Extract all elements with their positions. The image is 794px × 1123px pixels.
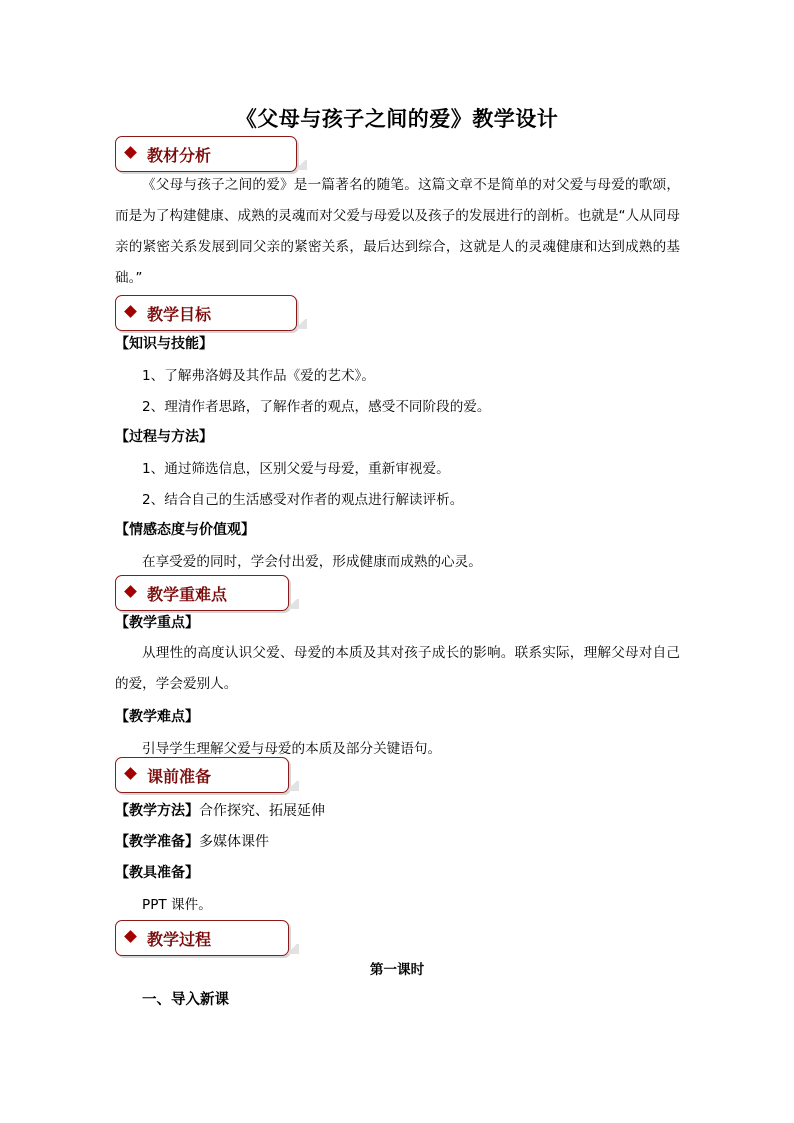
section-label: 教学重难点 (147, 585, 228, 604)
section-label: 教学过程 (147, 930, 212, 949)
subheading-focus: 【教学重点】 (115, 615, 199, 631)
subheading-knowledge: 【知识与技能】 (115, 336, 213, 352)
subheading-process-method: 【过程与方法】 (115, 429, 213, 445)
section-heading-process (115, 920, 291, 956)
section-label: 教学目标 (147, 305, 212, 324)
list-item: 2、理清作者思路，了解作者的观点，感受不同阶段的爱。 (142, 399, 491, 415)
section-label: 课前准备 (147, 767, 212, 786)
list-item: 在享受爱的同时，学会付出爱，形成健康而成熟的心灵。 (142, 554, 482, 570)
section-heading-goals (115, 295, 299, 331)
step-heading: 一、导入新课 (142, 992, 229, 1008)
prep-materials-line (115, 831, 269, 851)
subheading-prep: 【教学准备】 (115, 834, 199, 850)
subheading-method: 【教学方法】 (115, 803, 199, 819)
difficulty-text: 引导学生理解父爱与母爱的本质及部分关键语句。 (142, 741, 442, 757)
tools-text: PPT 课件。 (142, 897, 212, 913)
document-title: 《父母与孩子之间的爱》教学设计 (235, 106, 559, 131)
prep-text: 多媒体课件 (199, 834, 269, 850)
section-heading-keypoints (115, 575, 291, 611)
subheading-difficulty: 【教学难点】 (115, 709, 199, 725)
prep-method-line (115, 800, 325, 820)
section-heading-prep (115, 757, 291, 793)
subheading-emotion: 【情感态度与价值观】 (115, 522, 255, 538)
list-item: 2、结合自己的生活感受对作者的观点进行解读评析。 (142, 492, 464, 508)
list-item: 1、了解弗洛姆及其作品《爱的艺术》。 (142, 368, 375, 384)
section-heading-analysis (115, 136, 299, 172)
focus-paragraph: 从理性的高度认识父爱、母爱的本质及其对孩子成长的影响。联系实际，理解父母对自己的爱，学会爱别人。 (115, 645, 680, 692)
analysis-paragraph: 《父母与孩子之间的爱》是一篇著名的随笔。这篇文章不是简单的对父爱与母爱的歌颂，而是为了构建健康、成熟的灵魂而对父爱与母爱以及孩子的发展进行的剖析。也就是“人从同母亲的紧密关系发展到同父亲的紧密关系，最后达到综合，这就是人的灵魂健康和达到成熟的基础。” (115, 177, 680, 286)
list-item: 1、通过筛选信息，区别父爱与母爱，重新审视爱。 (142, 461, 450, 477)
method-text: 合作探究、拓展延伸 (199, 803, 325, 819)
subheading-tools: 【教具准备】 (115, 865, 199, 881)
section-label: 教材分析 (147, 146, 212, 165)
lesson-heading: 第一课时 (369, 962, 425, 978)
